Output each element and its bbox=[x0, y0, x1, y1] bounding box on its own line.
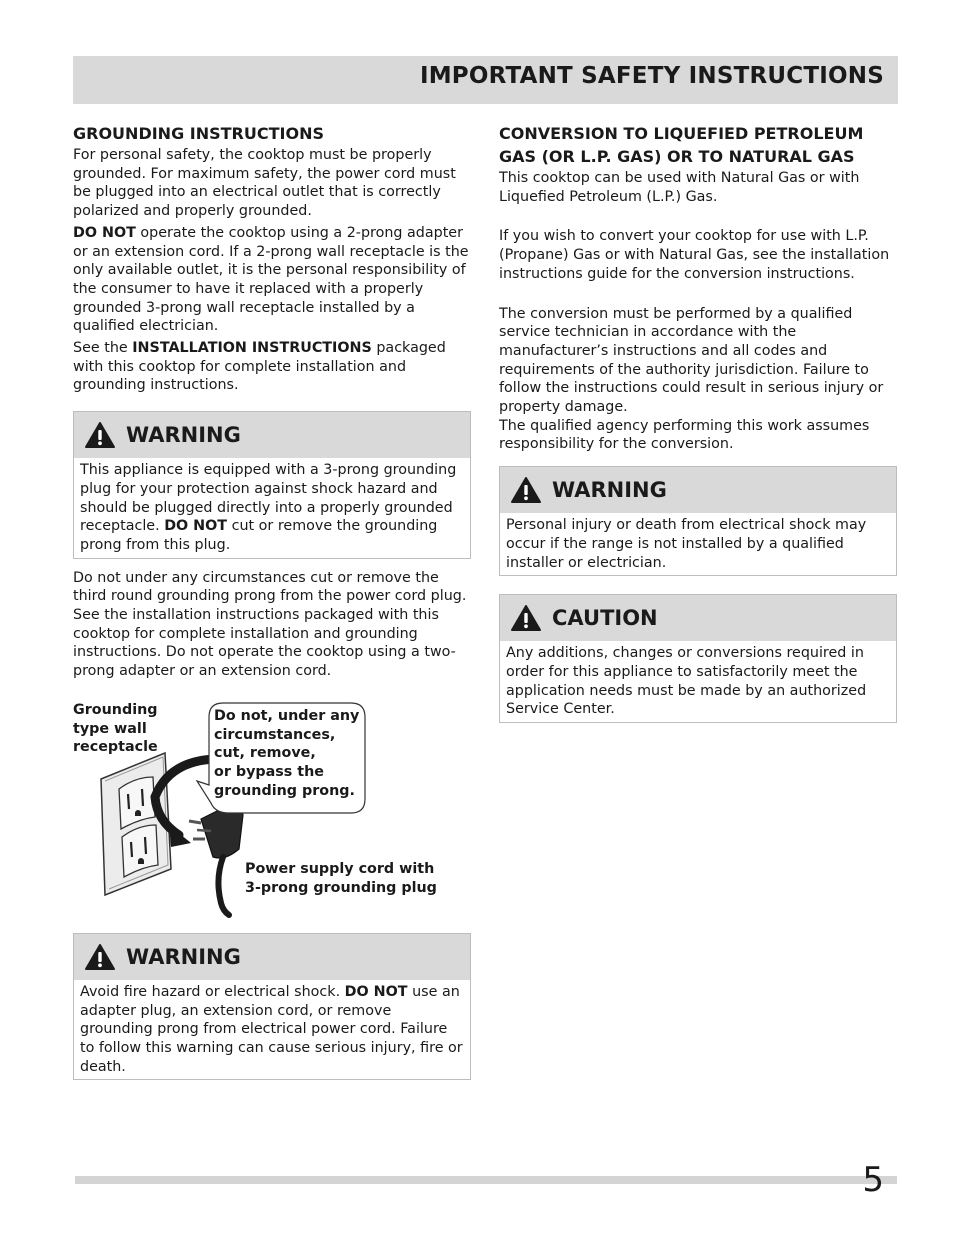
warning-text-rest: cut or remove the grounding prong from this plug. bbox=[80, 518, 438, 553]
page-title: IMPORTANT SAFETY INSTRUCTIONS bbox=[419, 63, 884, 89]
warning-text-rest: use an adapter plug, an extension cord, or remove grounding prong from electrical power cord. Failure to follow this warning can cause serious injury, fire or death. bbox=[80, 983, 463, 1075]
grounding-paragraph-3 bbox=[73, 339, 471, 395]
do-not-emphasis: DO NOT bbox=[164, 518, 228, 535]
warning-text-pre: This appliance is equipped with a 3-prong grounding plug for your protection against shock hazard and should be plugged directly into a properly grounded receptacle. bbox=[80, 462, 457, 535]
conversion-paragraph-2: If you wish to convert your cooktop for use with L.P. (Propane) Gas or with Natural Gas, see the installation instructions guide for the conversion instructions. bbox=[499, 228, 890, 282]
warning-text: Personal injury or death from electrical shock may occur if the range is not installed by a qualified installer or electrician. bbox=[506, 517, 867, 571]
warning-header bbox=[74, 412, 470, 458]
warning-body bbox=[74, 980, 470, 1080]
conversion-paragraph-1: This cooktop can be used with Natural Gas or with Liquefied Petroleum (L.P.) Gas. bbox=[499, 170, 860, 205]
warning-triangle-icon bbox=[84, 943, 116, 971]
warning-text-pre: Avoid fire hazard or electrical shock. bbox=[80, 983, 345, 1000]
header-bar bbox=[73, 56, 898, 104]
warning-text bbox=[80, 461, 464, 555]
warning-triangle-icon bbox=[84, 421, 116, 449]
warning-body bbox=[500, 513, 896, 575]
grounding-diagram bbox=[73, 689, 471, 921]
grounding-paragraph-2 bbox=[73, 224, 471, 336]
grounding-paragraph-1: For personal safety, the cooktop must be properly grounded. For maximum safety, the power cord must be plugged into an electrical outlet that is correctly polarized and properly grounded. bbox=[73, 147, 456, 220]
warning-label: WARNING bbox=[126, 423, 241, 448]
right-column bbox=[499, 122, 897, 723]
caution-box bbox=[499, 594, 897, 723]
cord-label: Power supply cord with 3-prong grounding plug bbox=[245, 860, 437, 896]
conversion-heading: CONVERSION TO LIQUEFIED PETROLEUM GAS (OR L.P. GAS) OR TO NATURAL GAS bbox=[499, 124, 864, 166]
caution-text: Any additions, changes or conversions required in order for this appliance to satisfactorily meet the application needs must be made by an authorized Service Center. bbox=[506, 645, 867, 718]
conversion-paragraph-4: The qualified agency performing this work assumes responsibility for the conversion. bbox=[499, 417, 870, 453]
caution-header bbox=[500, 595, 896, 641]
page-number: 5 bbox=[862, 1160, 884, 1200]
warning-triangle-icon bbox=[510, 604, 542, 632]
warning-body bbox=[74, 458, 470, 558]
do-not-emphasis: DO NOT bbox=[344, 983, 408, 1000]
warning-label: WARNING bbox=[126, 944, 241, 969]
footer-bar bbox=[75, 1176, 897, 1184]
warning-triangle-icon bbox=[510, 476, 542, 504]
grounding-paragraph-3-pre: See the bbox=[73, 340, 133, 357]
left-column bbox=[73, 122, 471, 1080]
warning-header bbox=[74, 934, 470, 980]
warning-header bbox=[500, 467, 896, 513]
warning-box-electrical-shock bbox=[499, 466, 897, 576]
warning-box-grounding-plug bbox=[73, 411, 471, 559]
callout-text: Do not, under any circumstances, cut, remove, or bypass the grounding prong. bbox=[214, 707, 360, 799]
warning-label: WARNING bbox=[552, 478, 667, 503]
caution-label: CAUTION bbox=[552, 606, 658, 631]
conversion-paragraph-3: The conversion must be performed by a qualified service technician in accordance with the manufacturer’s instructions and all codes and requirements of the authority jurisdiction. Failure to follow the instructions could result in serious injury or property damage. bbox=[499, 305, 884, 416]
installation-instructions-emphasis: INSTALLATION INSTRUCTIONS bbox=[132, 340, 372, 357]
warning-text bbox=[80, 983, 464, 1077]
grounding-paragraph-4: Do not under any circumstances cut or remove the third round grounding prong from the power cord plug. See the installation instructions packaged with this cooktop for complete installation and grounding instructions. Do not operate the cooktop using a two-prong adapter or an extension cord. bbox=[73, 569, 467, 680]
do-not-emphasis: DO NOT bbox=[73, 224, 136, 241]
caution-body bbox=[500, 641, 896, 722]
warning-box-fire-hazard bbox=[73, 933, 471, 1081]
grounding-paragraph-3-text: packaged with this cooktop for complete installation and grounding instructions. bbox=[73, 340, 446, 394]
grounding-heading: GROUNDING INSTRUCTIONS bbox=[73, 124, 324, 143]
grounding-paragraph-2-text: operate the cooktop using a 2-prong adapter or an extension cord. If a 2-prong wall receptacle is the only available outlet, it is the personal responsibility of the consumer to have it replaced with a properly grounded 3-prong wall receptacle installed by a qualified electrician. bbox=[73, 224, 469, 335]
receptacle-label: Grounding type wall receptacle bbox=[73, 701, 158, 756]
